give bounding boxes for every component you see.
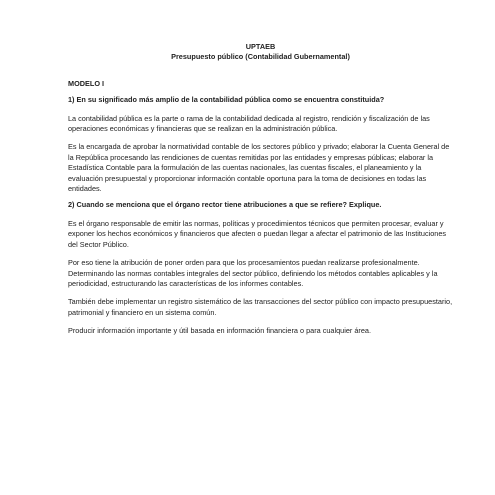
document-subtitle: Presupuesto público (Contabilidad Gubernamental) <box>171 52 350 62</box>
section-label: MODELO I <box>68 78 105 88</box>
question-1-paragraph-1: La contabilidad pública es la parte o rama de la contabilidad dedicada al registro, rendición y fiscalización de las operaciones económicas y financieras que se realizan en la administración pública. <box>68 113 430 134</box>
question-2-paragraph-3: También debe implementar un registro sistemático de las transacciones del sector público con impacto presupuestario, patrimonial y financiero en un sistema común. <box>68 297 453 317</box>
institution-title: UPTAEB <box>245 42 276 51</box>
question-1-paragraph-2: Es la encargada de aprobar la normatividad contable de los sectores público y privado; elaborar la Cuenta General de la República procesando las rendiciones de cuentas remitidas por las entidades y empresas públicas; elaborar la Estadística Contable para la formulación de las cuentas nacionales, las cuentas fiscales, el planeamiento y la evaluación presupuestal y proporcionar información contable oportuna para la toma de decisiones en todas las entidades. <box>68 142 450 194</box>
question-1-title: 1) En su significado más amplio de la contabilidad pública como se encuentra constituida? <box>68 95 385 105</box>
question-2-paragraph-4: Producir información importante y útil basada en información financiera o para cualquier área. <box>68 326 371 336</box>
document-header <box>68 42 453 63</box>
question-2-title: 2) Cuando se menciona que el órgano rector tiene atribuciones a que se refiere? Explique. <box>68 200 382 210</box>
question-2-paragraph-2: Por eso tiene la atribución de poner orden para que los procesamientos puedan realizarse profesionalmente. Determinando las normas contables integrales del sector público, definiendo los métodos contables aplicables y la periodicidad, estructurando las características de los informes contables. <box>68 258 438 288</box>
question-2-paragraph-1: Es el órgano responsable de emitir las normas, políticas y procedimientos técnicos que permiten procesar, evaluar y exponer los hechos económicos y financieros que afecten o puedan llegar a afectar el patrimonio de las Instituciones del Sector Público. <box>68 218 447 249</box>
